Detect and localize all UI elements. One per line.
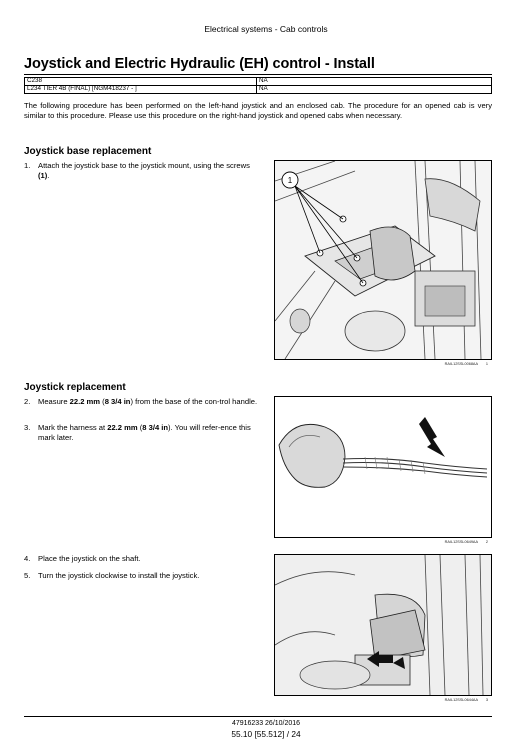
step-text: Attach the joystick base to the joystick mount, using the screws (1). bbox=[38, 161, 250, 180]
footer-page-number: 55.10 [55.512] / 24 bbox=[231, 729, 301, 739]
step-5 bbox=[24, 571, 262, 581]
figure-code: RAIL12SSL0068AA bbox=[444, 362, 478, 366]
step-number: 1. bbox=[24, 161, 31, 170]
model-name: L234 TIER 4B (FINAL) [NGM418237 - ] bbox=[25, 86, 257, 94]
step-text: Measure 22.2 mm (8 3/4 in) from the base of the con-trol handle. bbox=[38, 397, 258, 406]
figure-number: 3 bbox=[485, 698, 488, 702]
step-number: 3. bbox=[24, 423, 31, 432]
step-text: Place the joystick on the shaft. bbox=[38, 554, 141, 563]
step-number: 2. bbox=[24, 397, 31, 406]
footer-doc-id: 47916233 26/10/2016 bbox=[231, 720, 301, 727]
model-table bbox=[24, 77, 492, 94]
step-number: 4. bbox=[24, 554, 31, 563]
model-value: NA bbox=[257, 78, 492, 86]
figure-3-image bbox=[274, 554, 492, 696]
model-row bbox=[25, 86, 492, 94]
step-text: Turn the joystick clockwise to install the joystick. bbox=[38, 571, 200, 580]
model-row bbox=[25, 78, 492, 86]
step-1 bbox=[24, 161, 262, 181]
intro-paragraph: The following procedure has been performed on the left-hand joystick and an enclosed cab. The procedure for an opened cab is very similar to this procedure. Please use this procedure on the right-hand joystick and opened cabs when necessary. bbox=[24, 101, 492, 120]
running-header: Electrical systems - Cab controls bbox=[204, 24, 328, 34]
step-4 bbox=[24, 554, 262, 564]
step-number: 5. bbox=[24, 571, 31, 580]
step-text: Mark the harness at 22.2 mm (8 3/4 in). You will refer-ence this mark later. bbox=[38, 423, 251, 442]
page-title: Joystick and Electric Hydraulic (EH) control - Install bbox=[24, 56, 375, 72]
section-heading-joystick: Joystick replacement bbox=[24, 382, 126, 393]
figure-code: RAIL12SSL0649AA bbox=[444, 540, 478, 544]
section-heading-base: Joystick base replacement bbox=[24, 146, 152, 157]
footer-divider bbox=[24, 716, 492, 717]
step-2 bbox=[24, 397, 262, 407]
figure-code: RAIL12SSL0644AA bbox=[444, 698, 478, 702]
figure-1-image bbox=[274, 160, 492, 360]
model-value: NA bbox=[257, 86, 492, 94]
figure-number: 1 bbox=[485, 362, 488, 366]
model-name: C238 bbox=[25, 78, 257, 86]
figure-2-image bbox=[274, 396, 492, 538]
title-divider bbox=[24, 74, 492, 75]
figure-1-callout: 1 bbox=[287, 176, 293, 185]
step-3 bbox=[24, 423, 262, 443]
figure-number: 2 bbox=[485, 540, 488, 544]
